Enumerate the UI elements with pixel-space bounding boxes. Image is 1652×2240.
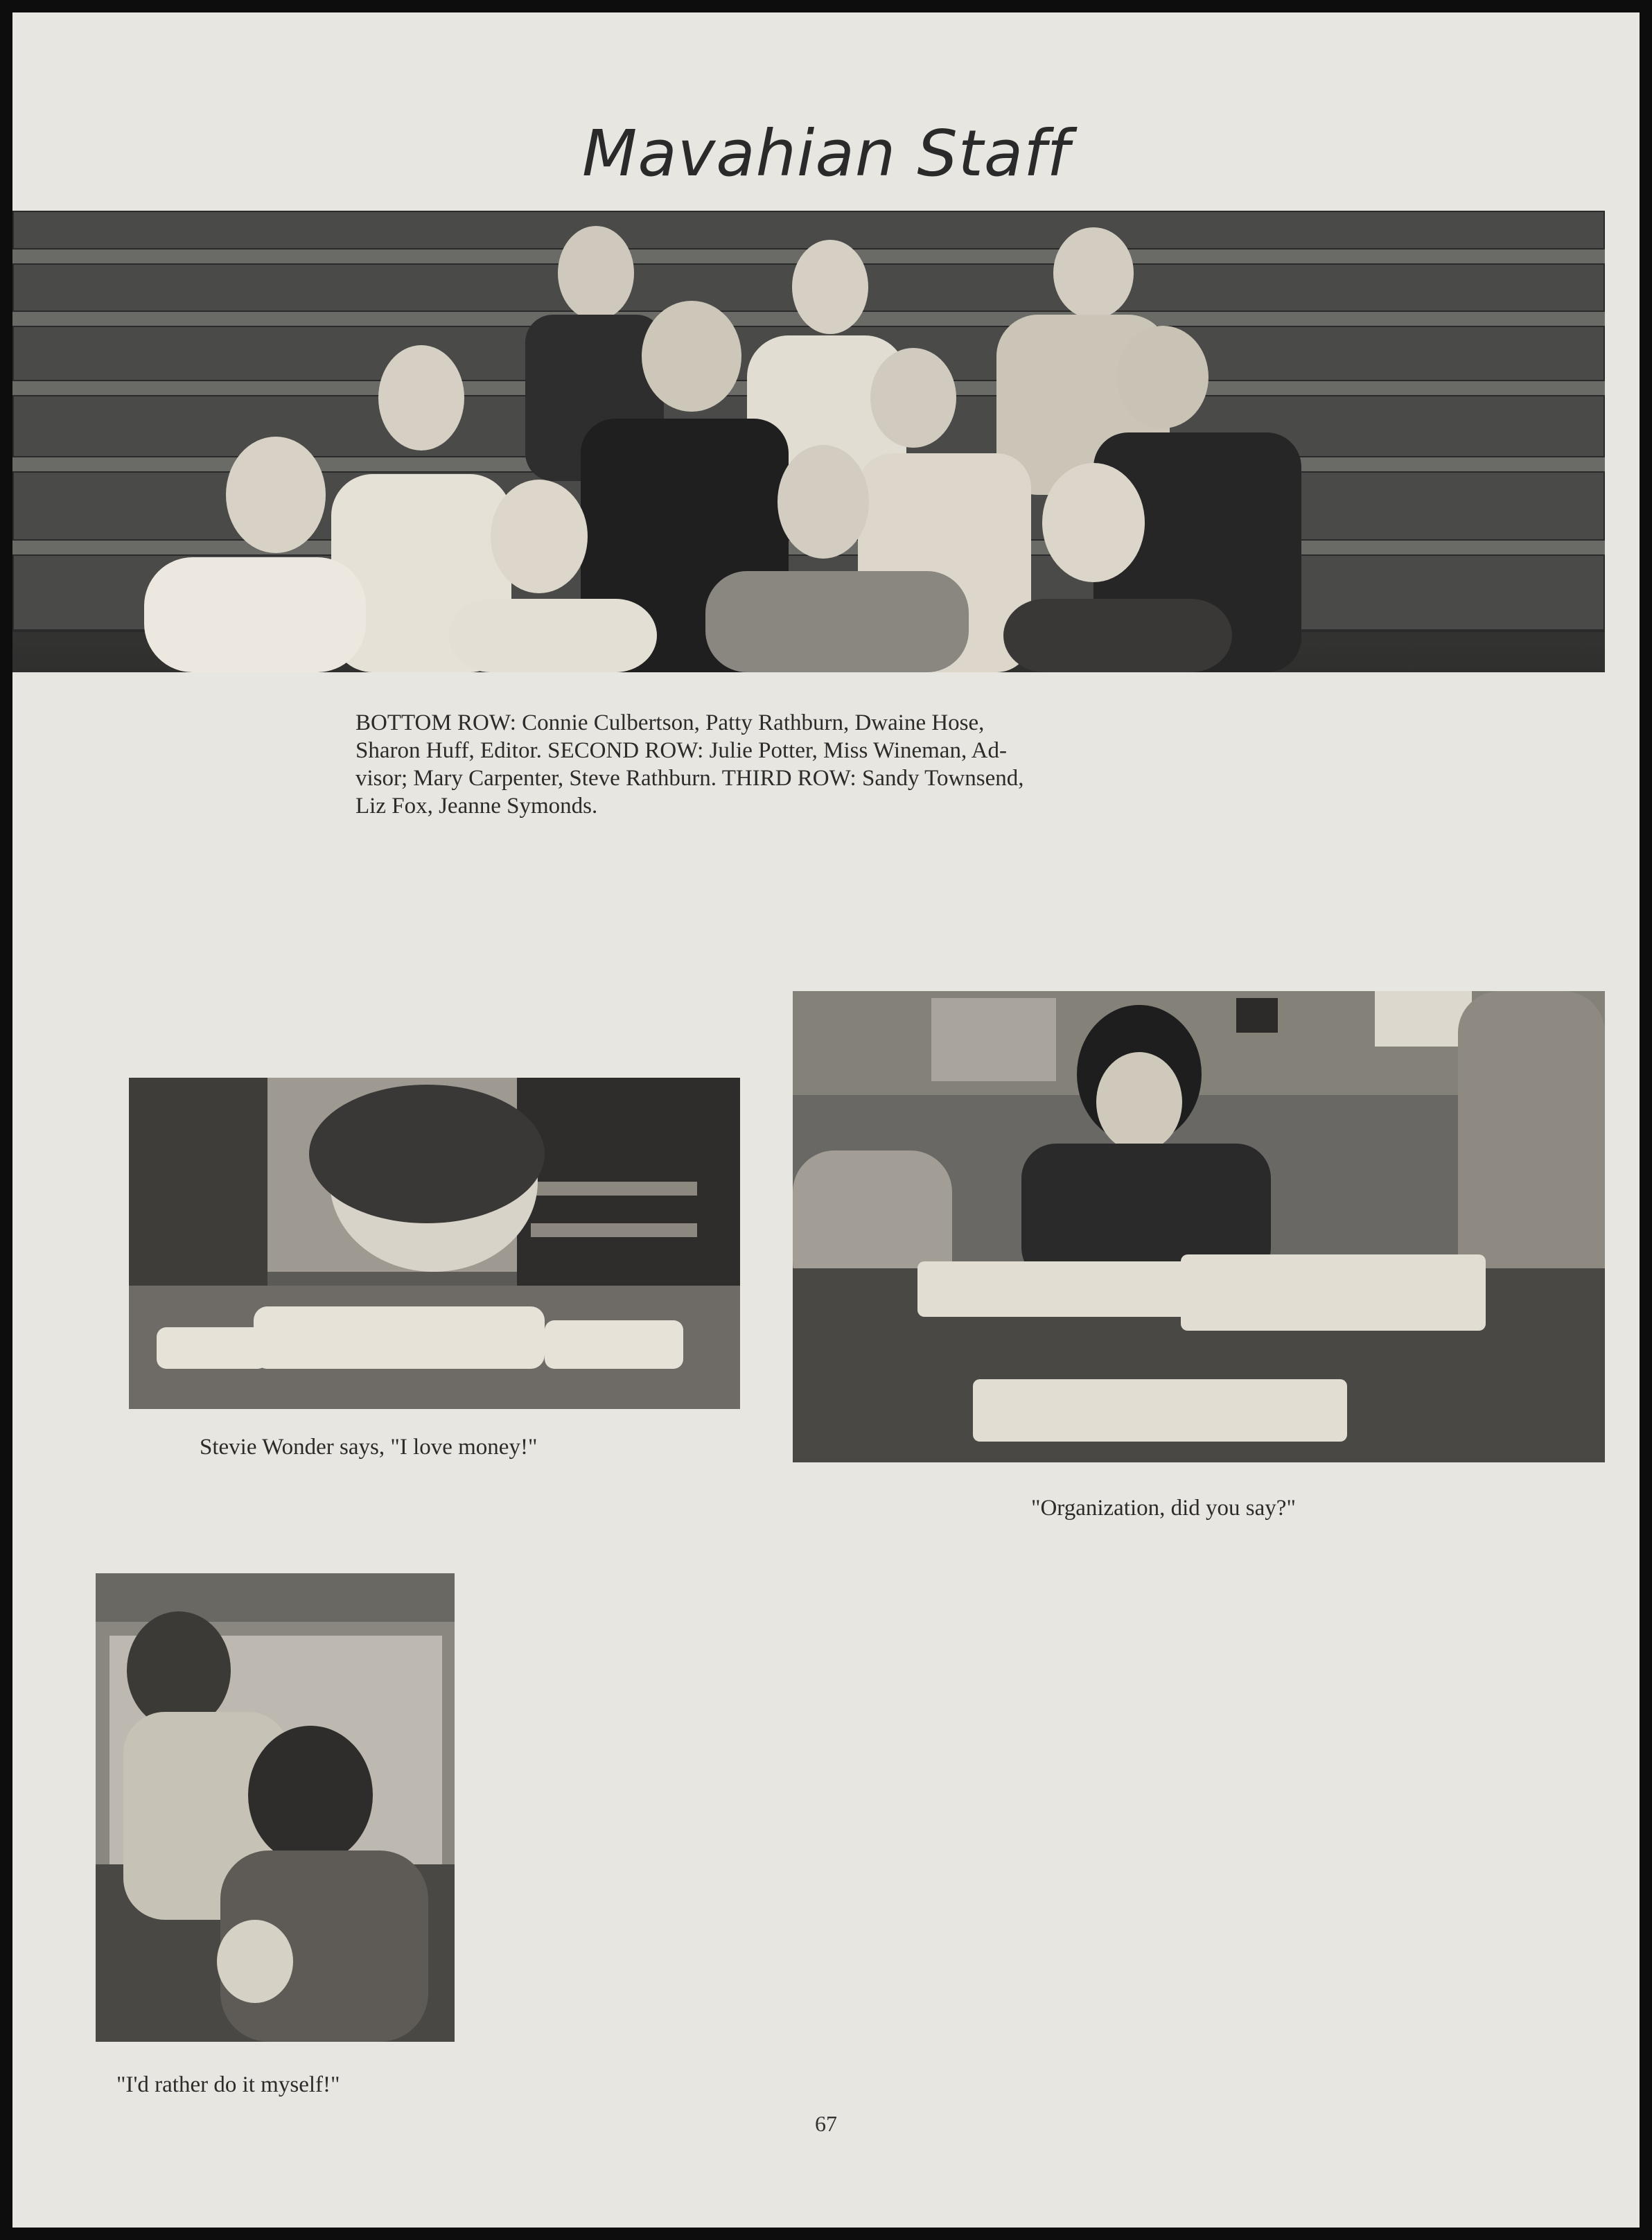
myself-photo-caption: "I'd rather do it myself!" bbox=[116, 2072, 340, 2097]
money-photo bbox=[129, 1078, 740, 1409]
money-photo-caption: Stevie Wonder says, "I love money!" bbox=[200, 1435, 538, 1460]
caption-line: Sharon Huff, Editor. SECOND ROW: Julie Potter, Miss Wineman, Ad- bbox=[355, 738, 1007, 763]
page-title: Mavahian Staff bbox=[582, 116, 1070, 191]
organization-photo-caption: "Organization, did you say?" bbox=[1031, 1496, 1296, 1521]
organization-photo bbox=[793, 991, 1605, 1462]
yearbook-page bbox=[12, 12, 1640, 2228]
caption-line: BOTTOM ROW: Connie Culbertson, Patty Rathburn, Dwaine Hose, bbox=[355, 710, 985, 735]
caption-line: visor; Mary Carpenter, Steve Rathburn. THIRD ROW: Sandy Townsend, bbox=[355, 766, 1024, 791]
page-number: 67 bbox=[815, 2111, 837, 2136]
myself-photo bbox=[96, 1573, 455, 2042]
caption-line: Liz Fox, Jeanne Symonds. bbox=[355, 794, 598, 819]
group-photo-caption bbox=[355, 709, 1256, 820]
group-staff-photo bbox=[12, 211, 1605, 672]
